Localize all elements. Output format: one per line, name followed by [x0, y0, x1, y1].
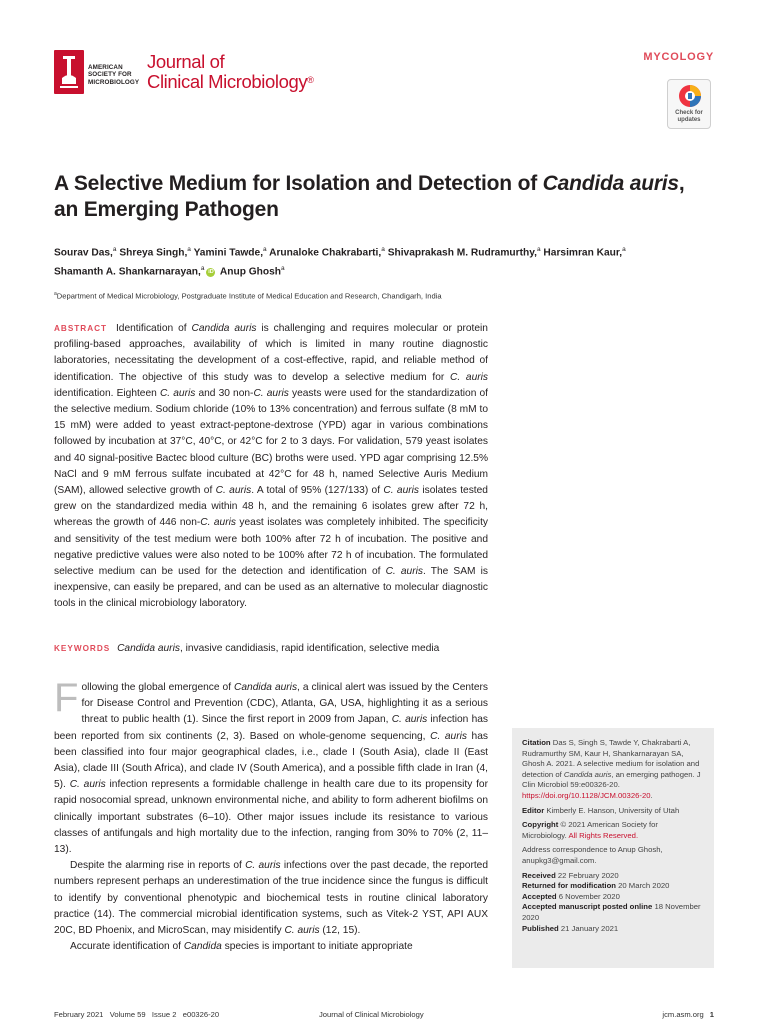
- author-name: Harsimran Kaur,: [543, 247, 623, 259]
- keywords-heading: KEYWORDS: [54, 644, 111, 653]
- body-paragraph: Accurate identification of Candida species is important to initiate appropriate: [70, 941, 413, 953]
- correspondence: Address correspondence to Anup Ghosh, anupkg3@gmail.com.: [522, 845, 663, 865]
- crossmark-icon: [668, 80, 712, 110]
- journal-name: Journal of Clinical Microbiology®: [147, 51, 314, 92]
- footer-issue-info: February 2021 Volume 59 Issue 2 e00326-20: [54, 1010, 220, 1019]
- affiliation: $^a$Department of Medical Microbiology, Postgraduate Institute of Medical Education and Research, Chandigarh, India: [54, 291, 442, 301]
- accepted-online-date: Accepted manuscript posted online 18 November 2020: [522, 902, 701, 922]
- asm-logo-icon: [54, 50, 84, 94]
- footer-site: [662, 1010, 714, 1019]
- crossmark-label: Check for updates: [675, 110, 703, 123]
- author-name: Shamanth A. Shankarnarayan,: [54, 266, 201, 278]
- author-name: Sourav Das,: [54, 247, 113, 259]
- author-name: Shreya Singh,: [119, 247, 188, 259]
- site-link[interactable]: jcm.asm.org: [662, 1010, 704, 1019]
- footer-journal: Journal of Clinical Microbiology: [319, 1010, 424, 1019]
- article-info-box: [512, 728, 714, 968]
- abstract: [54, 321, 488, 613]
- editor: Editor Kimberly E. Hanson, University of Utah: [522, 805, 680, 815]
- page-number: 1: [709, 1010, 714, 1019]
- section-label: MYCOLOGY: [643, 51, 714, 63]
- returned-date: Returned for modification 20 March 2020: [522, 881, 670, 891]
- body-text: [54, 676, 489, 955]
- article-title: A Selective Medium for Isolation and Detection of Candida auris, an Emerging Pathogen: [54, 172, 685, 221]
- abstract-text: Identification of Candida auris is challenging and requires molecular or protein profiling-based approaches, availability of which is limited in many routine diagnostic laboratories, necessitating the development of a cost-effective, rapid, and reliable method of identification. The objective of this study was to develop a selective medium for C. auris identification. Eighteen C. auris and 30 non-C. auris yeasts were used for the standardization of the selective medium. Sodium chloride (10% to 13% concentration) and ferrous sulfate (8 mM to 15 mM) were added to yeast extract-peptone-dextrose (YPD) agar in various combinations followed by incubation at 37°C, 40°C, or 42°C for 2 to 3 days. For validation, 579 yeast isolates and 40 signal-positive Bactec blood culture (BC) broths were used. YPD agar comprising 12.5% NaCl and 9 mM ferrous sulfate incubated at 42°C for 48 h, named Selective Auris Medium (SAM), allowed selective growth of C. auris. A total of 95% (127/133) of C. auris isolates tested grew on the standardized media within 48 h, and the remaining 6 isolates grew after 72 h, whereas the growth of 446 non-C. auris yeast isolates was completely inhibited. The specificity and sensitivity of the test medium were both 100% after 72 h of incubation. The positive and negative predictive values were also noted to be 100% after 72 h of incubation. The formulated selective medium can be used for the detection and identification of C. auris. The SAM is inexpensive, can easily be prepared, and can be used as an alternative to molecular diagnostic tools in the clinical microbiology laboratory.: [54, 323, 488, 610]
- drop-cap: F: [54, 676, 79, 720]
- author-list: Sourav Das,$^a$ Shreya Singh,$^a$ Yamini Tawde,$^a$ Arunaloke Chakrabarti,$^a$ Shivaprakash M. Rudramurthy,$^a$ Harsimran Kaur,$^a$ Shamanth A. Shankarnarayan,$^a$ iD Anup Ghosh$^a$: [54, 246, 626, 278]
- published-date: Published 21 January 2021: [522, 923, 619, 933]
- author-name: Anup Ghosh: [219, 266, 282, 278]
- author-name: Yamini Tawde,: [193, 247, 264, 259]
- author-name: Arunaloke Chakrabarti,: [269, 247, 382, 259]
- body-paragraph: Following the global emergence of Candida auris, a clinical alert was issued by the Centers for Disease Control and Prevention (CDC), Atlanta, GA, USA, highlighting it as a serious threat to public health (1). Since the first report in 2009 from Japan, C. auris infection has been reported from six continents (2, 3). Based on whole-genome sequencing, C. auris has been classified into four major geographical clades, i.e., clade I (South Asia), clade II (East Asia), clade III (South Africa), and clade IV (South America), and a possible fifth clade in Iran (4, 5). C. auris infection represents a formidable challenge in health care due to its propensity for rapid nosocomial spread, unknown environmental niche, and ability to form adherent biofilms on clinically important substrates (6–10). Other major issues include its resistance to various classes of antifungals and high mortality due to the infection, ranging from 30% to 70% (2, 11–13).: [54, 676, 489, 856]
- copyright: Copyright © 2021 American Society for Microbiology. All Rights Reserved.: [522, 820, 658, 840]
- orcid-icon[interactable]: iD: [208, 268, 214, 275]
- abstract-heading: ABSTRACT: [54, 324, 108, 333]
- check-for-updates-badge[interactable]: [667, 79, 711, 129]
- body-paragraph: Despite the alarming rise in reports of C. auris infections over the past decade, the reported numbers represent perhaps an underestimation of the true incidence since the fungus is difficult to identify by conventional phenotypic and biochemical tests in routine clinical laboratory practice (14). The commercial microbial identification systems, such as Vitek-2 YST, API AUX 20C, BD Phoenix, and MicroScan, may misidentify C. auris (12, 15).: [54, 860, 488, 937]
- citation: Citation Das S, Singh S, Tawde Y, Chakrabarti A, Rudramurthy SM, Kaur H, Shankarnarayan SA, Ghosh A. 2021. A selective medium for isolation and detection of Candida auris, an emerging pathogen. J Clin Microbiol 59:e00326-20. https://doi.org/10.1128/JCM.00326-20.: [522, 738, 701, 800]
- doi-link[interactable]: https://doi.org/10.1128/JCM.00326-20: [522, 790, 651, 800]
- accepted-date: Accepted 6 November 2020: [522, 891, 620, 901]
- keywords-list: Candida auris, invasive candidiasis, rapid identification, selective media: [117, 643, 440, 654]
- keywords: [54, 642, 514, 656]
- society-name: AMERICAN SOCIETY FOR MICROBIOLOGY: [88, 64, 140, 86]
- author-name: Shivaprakash M. Rudramurthy,: [387, 247, 537, 259]
- received-date: Received 22 February 2020: [522, 870, 619, 880]
